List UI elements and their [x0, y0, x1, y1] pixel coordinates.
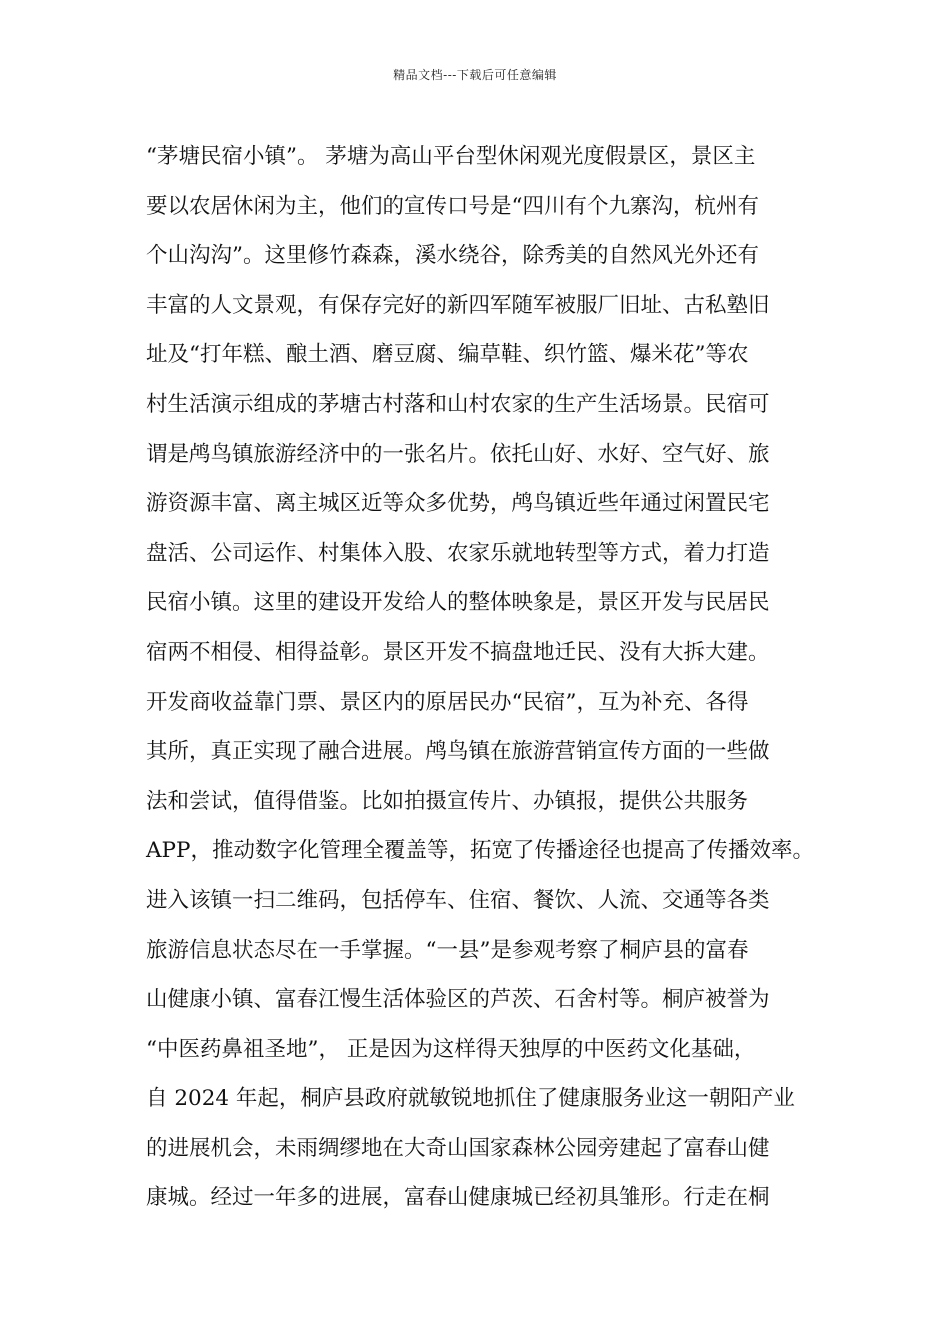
- body-text: [146, 132, 826, 1223]
- text-line: APP，推动数字化管理全覆盖等，拓宽了传播途径也提高了传播效率。: [146, 838, 814, 864]
- text-line: 宿两不相侵、相得益彰。景区开发不搞盘地迁民、没有大拆大建。: [146, 639, 770, 665]
- text-line: 的进展机会，未雨绸缪地在大奇山国家森林公园旁建起了富春山健: [146, 1135, 770, 1161]
- text-line: 自 2024 年起，桐庐县政府就敏锐地抓住了健康服务业这一朝阳产业: [146, 1086, 795, 1112]
- text-line: 开发商收益靠门票、景区内的原居民办“民宿”，互为补充、各得: [146, 689, 749, 715]
- text-line: 个山沟沟”。这里修竹森森，溪水绕谷，除秀美的自然风光外还有: [146, 243, 759, 269]
- text-line: “茅塘民宿小镇”。 茅塘为高山平台型休闲观光度假景区，景区主: [146, 144, 756, 169]
- text-line: 谓是鸬鸟镇旅游经济中的一张名片。依托山好、水好、空气好、旅: [146, 441, 770, 467]
- text-line: 进入该镇一扫二维码，包括停车、住宿、餐饮、人流、交通等各类: [146, 887, 770, 913]
- text-line: “中医药鼻祖圣地”， 正是因为这样得天独厚的中医药文化基础，: [146, 1036, 756, 1062]
- text-line: 村生活演示组成的茅塘古村落和山村农家的生产生活场景。民宿可: [146, 391, 770, 417]
- text-line: 法和尝试，值得借鉴。比如拍摄宣传片、办镇报，提供公共服务: [146, 788, 749, 814]
- text-line: 山健康小镇、富春江慢生活体验区的芦茨、石舍村等。桐庐被誉为: [146, 987, 770, 1013]
- text-line: 盘活、公司运作、村集体入股、农家乐就地转型等方式，着力打造: [146, 540, 770, 566]
- text-line: 要以农居休闲为主，他们的宣传口号是“四川有个九寨沟，杭州有: [146, 193, 759, 219]
- text-line: 址及“打年糕、酿土酒、磨豆腐、编草鞋、织竹篮、爆米花”等农: [146, 342, 749, 368]
- text-line: 民宿小镇。这里的建设开发给人的整体映象是，景区开发与民居民: [146, 590, 770, 616]
- text-line: 游资源丰富、离主城区近等众多优势，鸬鸟镇近些年通过闲置民宅: [146, 491, 770, 517]
- text-line: 其所，真正实现了融合进展。鸬鸟镇在旅游营销宣传方面的一些做: [146, 739, 770, 765]
- text-line: 旅游信息状态尽在一手掌握。“一县”是参观考察了桐庐县的富春: [146, 937, 749, 963]
- text-line: 丰富的人文景观，有保存完好的新四军随军被服厂旧址、古私塾旧: [146, 292, 770, 318]
- text-line: 康城。经过一年多的进展，富春山健康城已经初具雏形。行走在桐: [146, 1185, 770, 1211]
- page-header: 精品文档---下载后可任意编辑: [393, 68, 557, 82]
